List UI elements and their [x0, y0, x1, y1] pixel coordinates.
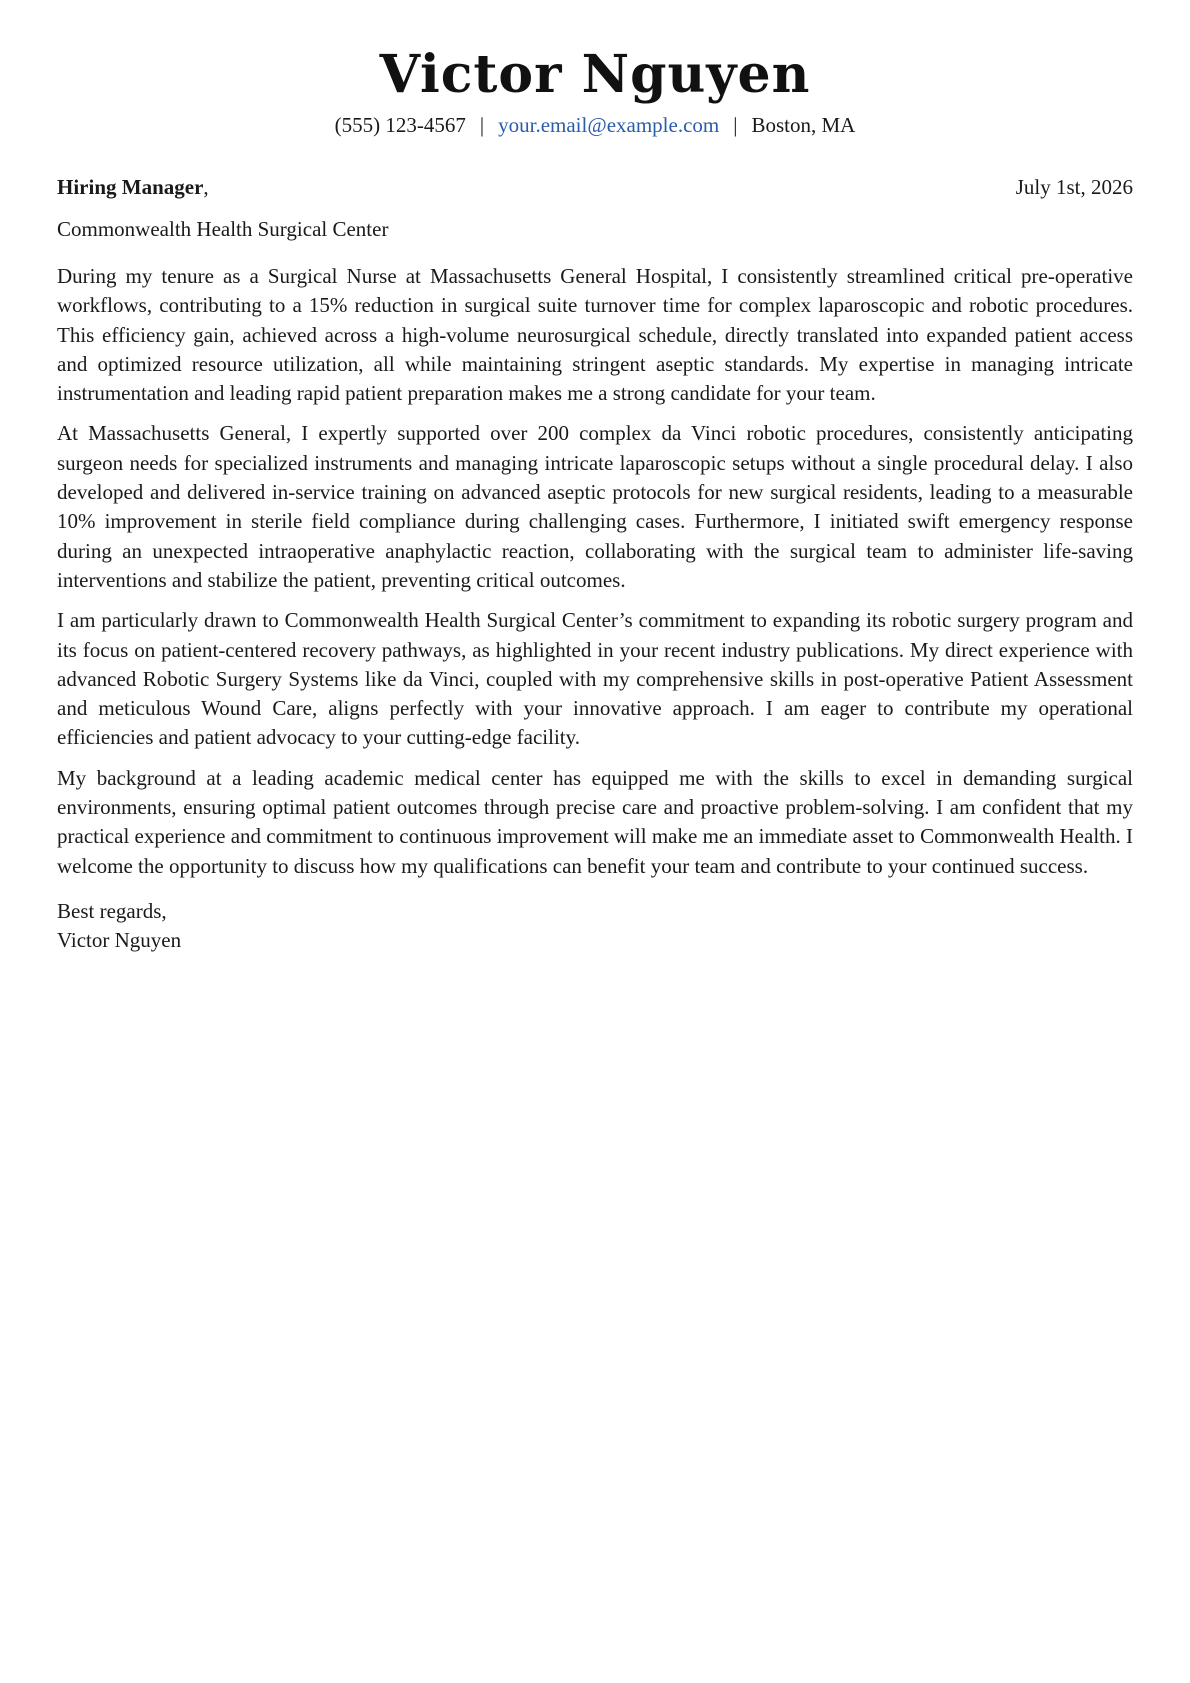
location: Boston, MA [751, 113, 856, 137]
closing-block [57, 897, 1133, 955]
contact-line [57, 112, 1133, 138]
recipient-name: Hiring Manager [57, 175, 204, 199]
applicant-name: Victor Nguyen [379, 44, 811, 105]
body-paragraph: At Massachusetts General, I expertly supported over 200 complex da Vinci robotic procedures, consistently anticipating surgeon needs for specialized instruments and managing intricate laparoscopic setups without a single procedural delay. I also developed and delivered in-service training on advanced aseptic protocols for new surgical residents, leading to a measurable 10% improvement in sterile field compliance during challenging cases. Furthermore, I initiated swift emergency response during an unexpected intraoperative anaphylactic reaction, collaborating with the surgical team to administer life-saving interventions and stabilize the patient, preventing critical outcomes. [57, 421, 1133, 592]
phone-number: (555) 123-4567 [334, 113, 466, 137]
recipient-line [57, 174, 209, 200]
email-link[interactable]: your.email@example.com [498, 113, 720, 137]
letter-body [57, 262, 1133, 881]
recipient-comma: , [203, 175, 209, 199]
closing-salutation: Best regards, [57, 898, 167, 923]
body-paragraph: My background at a leading academic medical center has equipped me with the skills to excel in demanding surgical environments, ensuring optimal patient outcomes through precise care and proactive problem-solving. I am confident that my practical experience and commitment to continuous improvement will make me an immediate asset to Commonwealth Health. I welcome the opportunity to discuss how my qualifications can benefit your team and contribute to your continued success. [57, 765, 1133, 878]
body-paragraph: During my tenure as a Surgical Nurse at Massachusetts General Hospital, I consistently streamlined critical pre-operative workflows, contributing to a 15% reduction in surgical suite turnover time for complex laparoscopic and robotic procedures. This efficiency gain, achieved across a high-volume neurosurgical schedule, directly translated into expanded patient access and optimized resource utilization, all while maintaining stringent aseptic standards. My expertise in managing intricate instrumentation and leading rapid patient preparation makes me a strong candidate for your team. [57, 264, 1133, 406]
contact-separator: | [479, 113, 485, 137]
recipient-company: Commonwealth Health Surgical Center [57, 217, 389, 241]
contact-separator: | [733, 113, 738, 137]
signature-name: Victor Nguyen [57, 927, 182, 952]
recipient-date-row [57, 174, 1133, 200]
body-paragraph: I am particularly drawn to Commonwealth Health Surgical Center’s commitment to expanding its robotic surgery program and its focus on patient-centered recovery pathways, as highlighted in your recent industry publications. My direct experience with advanced Robotic Surgery Systems like da Vinci, coupled with my comprehensive skills in post-operative Patient Assessment and meticulous Wound Care, aligns perfectly with your innovative approach. I am eager to contribute my operational efficiencies and patient advocacy to your cutting-edge facility. [57, 608, 1133, 750]
letter-date: July 1st, 2026 [1015, 175, 1133, 199]
